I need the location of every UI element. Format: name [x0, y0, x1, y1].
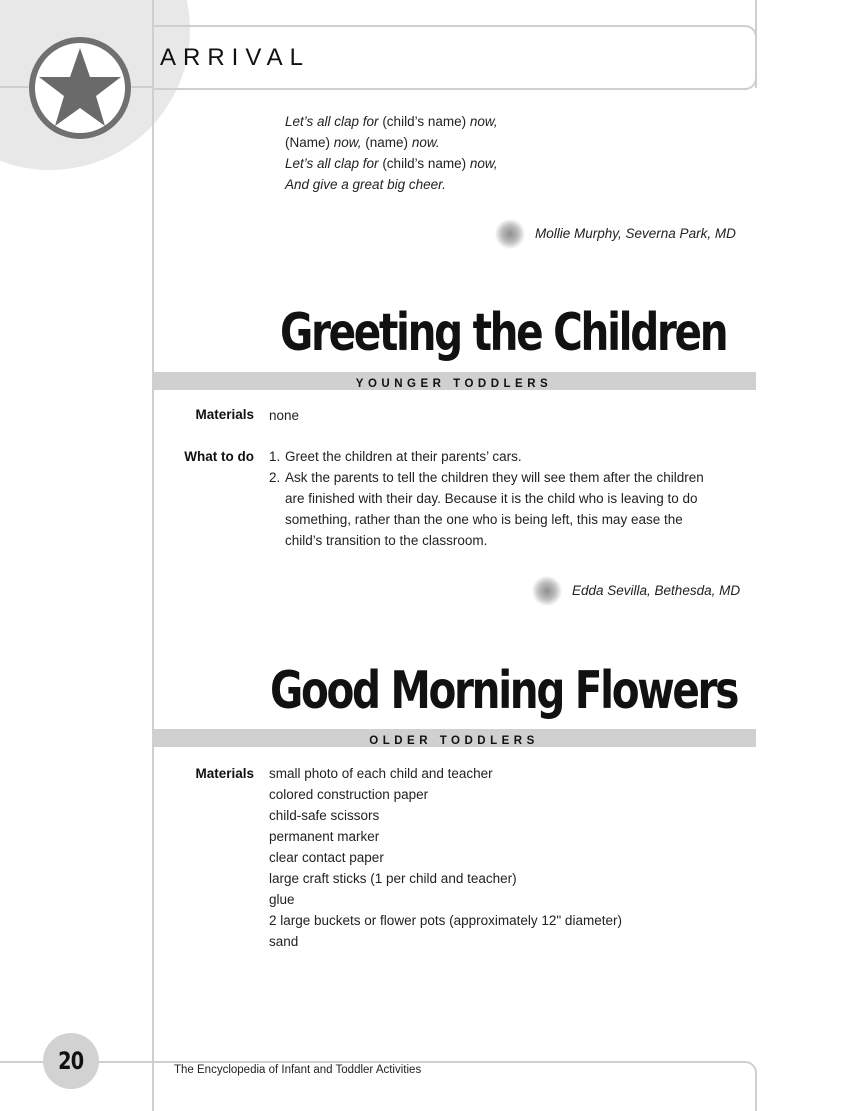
poem-line: And give a great big cheer. [285, 177, 446, 192]
list-item: colored construction paper [269, 787, 429, 802]
age-group-label: OLDER TODDLERS [369, 735, 539, 747]
poem [285, 111, 498, 195]
page-number: 20 [58, 1047, 84, 1075]
list-item: child-safe scissors [269, 808, 380, 823]
materials-label: Materials [195, 407, 254, 422]
age-group-bar [152, 372, 756, 390]
page-number-badge [43, 1033, 99, 1089]
activity-byline: Edda Sevilla, Bethesda, MD [572, 583, 741, 598]
list-item: small photo of each child and teacher [269, 766, 493, 781]
materials-value: none [269, 408, 300, 423]
step-item: 2. Ask the parents to tell the children they will see them after the children are finished with their day. Because it is the child who is leaving to do something, rather than the one who is being left, this may ease the child’s transition to the classroom. [269, 470, 704, 548]
list-item: large craft sticks (1 per child and teacher) [269, 871, 517, 886]
poem-byline: Mollie Murphy, Severna Park, MD [535, 226, 736, 241]
list-item: glue [269, 892, 295, 907]
activity-title: Good Morning Flowers [270, 661, 738, 721]
age-group-bar [152, 729, 756, 747]
materials-list [269, 763, 622, 952]
poem-line: Let’s all clap for (child’s name) now, [285, 114, 498, 129]
list-item: sand [269, 934, 299, 949]
star-icon [26, 34, 134, 142]
list-item: clear contact paper [269, 850, 384, 865]
poem-line: Let’s all clap for (child’s name) now, [285, 156, 498, 171]
section-title: ARRIVAL [160, 44, 310, 71]
header-frame-right [755, 0, 757, 88]
byline-bullet-icon [495, 219, 525, 249]
book-title: The Encyclopedia of Infant and Toddler Activities [174, 1064, 422, 1076]
what-to-do-label: What to do [184, 449, 254, 464]
poem-line: (Name) now, (name) now. [285, 135, 440, 150]
byline-bullet-icon [532, 576, 562, 606]
list-item: permanent marker [269, 829, 380, 844]
materials-label: Materials [195, 766, 254, 781]
list-item: 2 large buckets or flower pots (approximately 12" diameter) [269, 913, 622, 928]
activity-title: Greeting the Children [280, 303, 727, 363]
step-item: 1. Greet the children at their parents’ cars. [269, 449, 522, 464]
footer-frame-right [755, 1075, 757, 1111]
steps-list [269, 446, 749, 551]
age-group-label: YOUNGER TODDLERS [355, 378, 553, 390]
left-margin-rule [152, 0, 154, 1111]
